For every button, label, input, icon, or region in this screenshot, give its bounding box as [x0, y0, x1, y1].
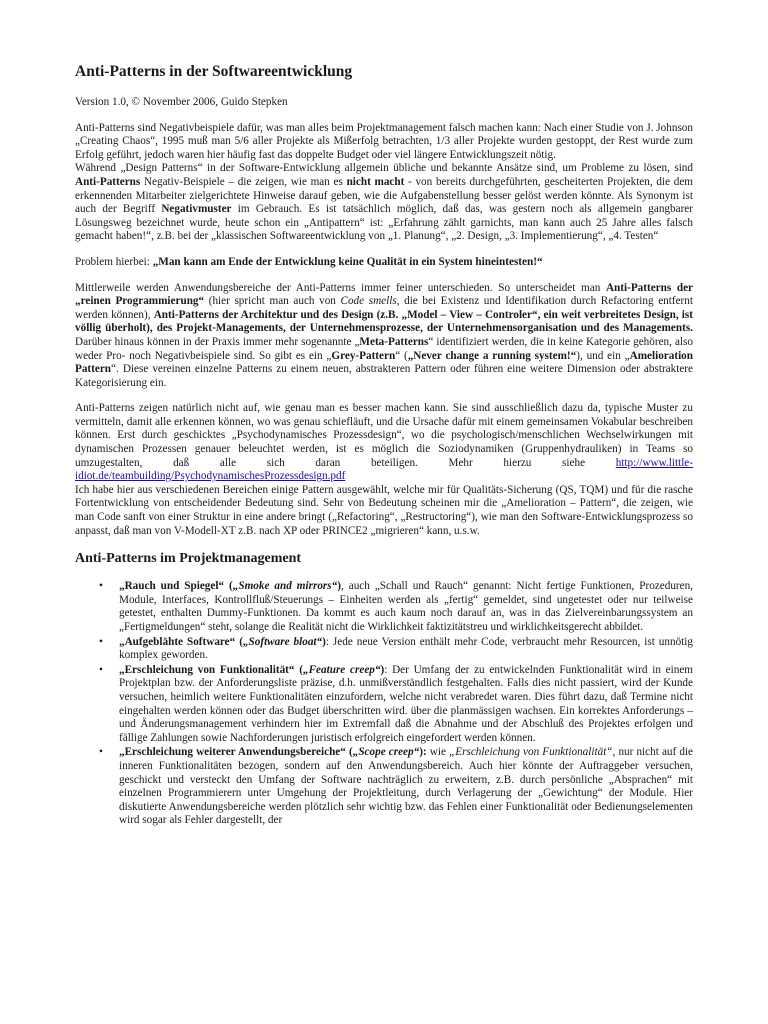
selection-paragraph: Ich habe hier aus verschiedenen Bereichen einige Pattern ausgewählt, welche mir für Qualitäts-Sicherung (QS, TQM) und für die rasche Fortentwicklung von entscheidender Bedeutung sind. Sehr von Bedeutung scheinen mir die „Amelioration – Pattern“, die zeigen, wie man Code sanft von einer Struktur in eine andere bringt („Refactoring“, „Restructoring“), wie man den Software-Entwicklungsprozess so anpasst, daß man von V-Modell-XT z.B. nach XP oder PRINCE2 „migrieren“ kann, u.s.w.	[75, 483, 693, 537]
bullet-icon: •	[99, 663, 103, 676]
version-line: Version 1.0, © November 2006, Guido Stepken	[75, 96, 288, 108]
problem-paragraph: Problem hierbei: „Man kann am Ende der Entwicklung keine Qualität in ein System hineintesten!“	[75, 255, 543, 268]
list-item-smoke-and-mirrors: • „Rauch und Spiegel“ („Smoke and mirrors“), auch „Schall und Rauch“ genannt: Nicht fertige Funktionen, Prozeduren, Module, Interfaces, Kontrollfluß/Steuerungs – Einheiten werden als „fertig“ gemeldet, sind ungetestet oder nur teilweise getestet, enthalten Dummy-Funktionen. Da kommt es auch kaum noch darauf an, was in das Zielvereinbarungssystem an „Fertigmeldungen“ steht, solange die Realität nicht die Wirklichkeit faktizitätstreu und wirklichkeitsgerecht abbildet.	[99, 580, 693, 633]
psychodynamics-pdf-link[interactable]: http://www.little-idiot.de/teambuilding/PsychodynamischesProzessdesign.pdf	[75, 456, 693, 483]
psychodynamics-paragraph: Anti-Patterns zeigen natürlich nicht auf, wie genau man es besser machen kann. Sie sind ausschließlich dazu da, typische Muster zu vermitteln, damit alle erkennen können, wo was genau schiefläuft, und die Ursache dafür mit einem gemeinsamen Vokabular beschreiben können. Erst durch geschicktes „Psychodynamisches Prozessdesign“, wo die psychologisch/menschlichen Wechselwirkungen mit dynamischen Prozessen genauer beleuchtet werden, ist es möglich die Soziodynamiken (Gruppenhydrauliken) in Teams so umzugestalten, daß alle sich daran beteiligen. Mehr hierzu siehe http://www.little-idiot.de/teambuilding/PsychodynamischesProzessdesign.pdf	[75, 402, 693, 483]
bullet-icon: •	[99, 746, 103, 759]
categories-paragraph: Mittlerweile werden Anwendungsbereiche der Anti-Patterns immer feiner unterschieden. So unterscheidet man Anti-Patterns der „reinen Programmierung“ (hier spricht man auch von Code smells, die bei Existenz und Identifikation durch Refactoring entfernt werden können), Anti-Patterns der Architektur und des Design (z.B. „Model – View – Controler“, ein weit verbreitetes Design, ist völlig überholt), des Projekt-Managements, der Unternehmensprozesse, der Unternehmensorganisation und des Managements. Darüber hinaus können in der Praxis immer mehr sogenannte „Meta-Patterns“ identifiziert werden, die in keine Kategorie gehören, also weder Pro- noch Negativbeispiele sind. So gibt es ein „Grey-Pattern“ („Never change a running system!“), und ein „Amelioration Pattern“. Diese vereinen einzelne Patterns zu einem neuen, abstrakteren Pattern oder führen eine weitere Dimension oder abstraktere Kategorisierung ein.	[75, 281, 694, 389]
document-body	[75, 62, 693, 829]
page-title: Anti-Patterns in der Softwareentwicklung	[75, 63, 353, 80]
intro-paragraph: Anti-Patterns sind Negativbeispiele dafür, was man alles beim Projektmanagement falsch machen kann: Nach einer Studie von J. Johnson „Creating Chaos“, 1995 muß man 5/6 aller Projekte als Mißerfolg betrachten, 1/3 aller Projekte wurden gestoppt, der Rest wurde zum Erfolg geführt, jedoch waren hier häufig fast das doppelte Budget oder viel längere Entwicklungszeit nötig.	[75, 121, 693, 161]
design-patterns-paragraph: Während „Design Patterns“ in der Software-Entwicklung allgemein übliche und bekannte Ansätze sind, um Probleme zu lösen, sind Anti-Patterns Negativ-Beispiele – die zeigen, wie man es nicht macht - von bereits durchgeführten, gescheiterten Projekten, die dem erkennenden Mitarbeiter zielgerichtete Hinweise darauf geben, wie die Aufgabenstellung besser gelöst werden könnte. Als Synonym ist auch der Begriff Negativmuster im Gebrauch. Es ist tatsächlich möglich, daß das, was gestern noch als allgemein gangbarer Lösungsweg bezeichnet wurde, heute schon ein „Antipattern“ ist: „Erfahrung zählt garnichts, man kann auch 25 Jahre alles falsch gemacht haben!“, z.B. bei der „klassischen Softwareentwicklung von „1. Planung“, „2. Design, „3. Implementierung“, „4. Testen“	[75, 162, 693, 243]
bullet-icon: •	[99, 635, 103, 648]
section-title-projektmanagement: Anti-Patterns im Projektmanagement	[75, 551, 302, 567]
list-item-feature-creep: • „Erschleichung von Funktionalität“ („Feature creep“): Der Umfang der zu entwickelnden Funktionalität wird in einem Projektplan bzw. der Anforderungsliste präzise, d.h. unmißverständlich festgehalten. Falls dies nicht passiert, wird der Kunde versuchen, heimlich weitere Funktionalitäten einzufordern, welche nicht verabredet waren. Dies führt dazu, daß Termine nicht eingehalten werden können oder das Budget überschritten wird. über die planmässigen wachsen. Ein korrektes Anforderungs – und Änderungsmanagement verhindern hier im Extremfall daß die Abnahme und der Abschluß des Projektes erfolgen und fällige Zahlungen sowie Nachforderungen juristisch erfolgreich eingefordert werden können.	[99, 663, 694, 744]
list-item-scope-creep: • „Erschleichung weiterer Anwendungsbereiche“ („Scope creep“): wie „Erschleichung von Funktionalität“, nur nicht auf die inneren Funktionalitäten bezogen, sondern auf den Anwendungsbereich. Auch hier könnte der Auftraggeber versuchen, geschickt und versteckt den Umfang der Software nachträglich zu erweitern, z.B. durch persönliche „Absprachen“ mit einzelnen Programmierern unter Umgehung der Projektleitung, durch Verlagerung der „Gewichtung“ der Module. Hier diskutierte Anwendungsbereiche werden plötzlich sehr wichtig bzw. das Fehlen einer Funktionalität oder Bedienungselementen wird sogar als Fehler dargestellt, der	[99, 746, 694, 827]
list-item-software-bloat: • „Aufgeblähte Software“ („Software bloat“): Jede neue Version enthält mehr Code, verbraucht mehr Resourcen, ist unnötig komplex geworden.	[99, 635, 693, 662]
anti-pattern-list	[75, 580, 693, 828]
bullet-icon: •	[99, 580, 103, 593]
